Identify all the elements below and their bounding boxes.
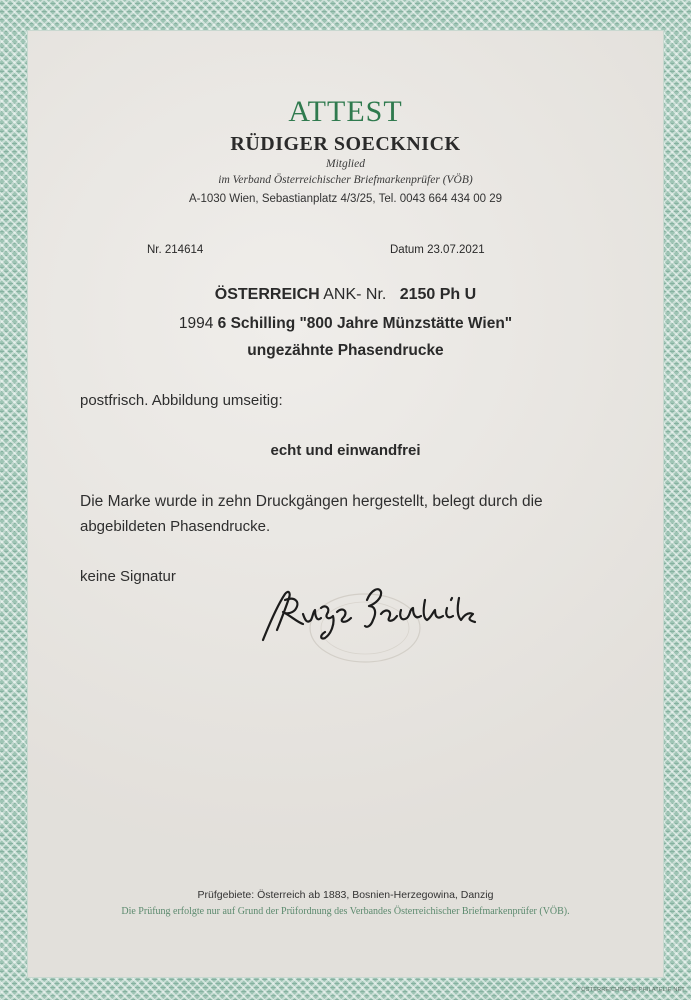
stamp-country: ÖSTERREICH [214, 286, 320, 303]
remark-line-1: Die Marke wurde in zehn Druckgängen hergestellt, belegt durch die [80, 493, 543, 510]
examination-areas: Prüfgebiete: Österreich ab 1883, Bosnien-Herzegowina, Danzig [197, 889, 494, 901]
handwritten-signature [255, 580, 485, 650]
signature-note: keine Signatur [80, 568, 176, 585]
examiner-address: A-1030 Wien, Sebastianplatz 4/3/25, Tel. 0043 664 434 00 29 [188, 193, 503, 205]
certificate-date: Datum 23.07.2021 [390, 244, 485, 256]
stamp-catalog-line [0, 286, 691, 304]
stamp-description-line [0, 315, 691, 333]
member-label: Mitglied [326, 158, 365, 170]
corner-print: © ÖSTERREICHISCHE PHILATELIE NET [575, 987, 685, 993]
ank-label: ANK- Nr. [323, 286, 387, 303]
association: im Verband Österreichischer Briefmarkenprüfer (VÖB) [218, 174, 473, 186]
condition-text: postfrisch. Abbildung umseitig: [80, 392, 283, 409]
stamp-variant: ungezähnte Phasendrucke [247, 342, 444, 359]
ank-number: 2150 Ph U [399, 286, 477, 303]
verdict-text: echt und einwandfrei [270, 442, 421, 459]
remark-line-2: abgebildeten Phasendrucke. [80, 518, 271, 535]
examiner-name: RÜDIGER SOECKNICK [230, 133, 461, 155]
stamp-year: 1994 [178, 315, 214, 332]
certificate-title: ATTEST [288, 95, 403, 128]
certificate-number: Nr. 214614 [147, 244, 204, 256]
examination-disclaimer: Die Prüfung erfolgte nur auf Grund der Prüfordnung des Verbandes Österreichischer Briefmarkenprüfer (VÖB). [121, 906, 570, 917]
stamp-description: 6 Schilling "800 Jahre Münzstätte Wien" [217, 315, 513, 332]
